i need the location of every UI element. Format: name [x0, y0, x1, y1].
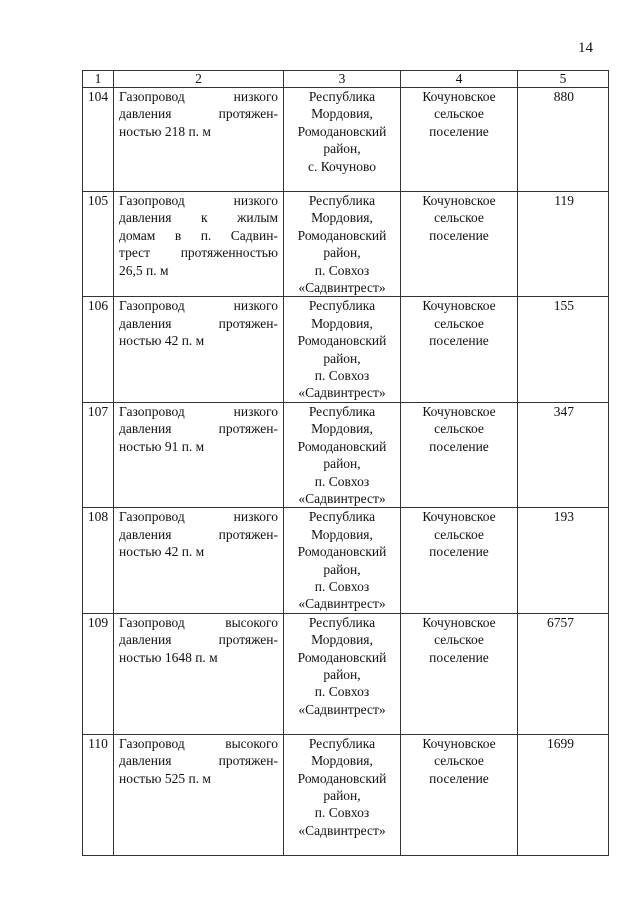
settlement-line: Кочуновское	[422, 89, 496, 104]
address-line: п. Совхоз	[314, 578, 370, 594]
address-line: «Садвинтрест»	[298, 280, 386, 296]
address-line: «Садвинтрест»	[298, 701, 386, 717]
object-name-line: давления к жилым	[119, 210, 278, 226]
object-name-line: трест протяженностью	[119, 245, 278, 261]
settlement	[401, 734, 518, 855]
object-address	[284, 88, 401, 192]
object-value: 347	[518, 402, 609, 507]
table-row	[83, 402, 609, 507]
settlement-line: Кочуновское	[422, 298, 496, 314]
settlement-line: Кочуновское	[422, 193, 496, 208]
settlement-line: сельское	[434, 421, 484, 437]
object-name-line: 26,5 п. м	[119, 262, 169, 278]
address-line: район,	[323, 787, 361, 803]
settlement-line: сельское	[434, 526, 484, 542]
object-value: 1699	[518, 734, 609, 855]
settlement-line: Кочуновское	[422, 509, 496, 525]
address-line: «Садвинтрест»	[298, 490, 386, 506]
object-name	[114, 734, 284, 855]
address-line: п. Совхоз	[314, 684, 370, 700]
object-address	[284, 297, 401, 402]
page-number: 14	[578, 40, 593, 56]
row-number: 108	[83, 508, 114, 613]
table-row	[83, 613, 609, 734]
column-header-5: 5	[518, 71, 609, 88]
address-line: Республика	[308, 89, 376, 104]
object-name	[114, 402, 284, 507]
table-row	[83, 192, 609, 297]
object-value: 880	[518, 88, 609, 192]
settlement-line: поселение	[429, 438, 489, 454]
object-value: 119	[518, 192, 609, 297]
object-name-line: давления протяжен-	[119, 421, 278, 437]
object-name	[114, 297, 284, 402]
assets-table	[82, 70, 609, 856]
address-line: п. Совхоз	[314, 368, 370, 384]
object-address	[284, 508, 401, 613]
address-line: район,	[323, 561, 361, 577]
settlement-line: Кочуновское	[422, 403, 496, 419]
object-name-line: давления протяжен-	[119, 753, 278, 769]
column-header-2: 2	[114, 71, 284, 88]
object-name-line: Газопровод низкого	[119, 193, 278, 208]
address-line: п. Совхоз	[314, 805, 370, 821]
object-name-line: ностью 42 п. м	[119, 333, 205, 349]
object-name	[114, 88, 284, 192]
settlement	[401, 613, 518, 734]
object-name	[114, 508, 284, 613]
settlement-line: сельское	[434, 106, 484, 122]
address-line: Республика	[308, 614, 376, 630]
object-name-line: ностью 91 п. м	[119, 438, 205, 454]
table-row	[83, 508, 609, 613]
settlement-line: сельское	[434, 753, 484, 769]
address-line: Республика	[308, 403, 376, 419]
row-number: 107	[83, 402, 114, 507]
object-name-line: ностью 1648 п. м	[119, 649, 218, 665]
object-value: 6757	[518, 613, 609, 734]
object-address	[284, 192, 401, 297]
object-name-line: ностью 218 п. м	[119, 123, 211, 139]
settlement-line: поселение	[429, 544, 489, 560]
settlement	[401, 402, 518, 507]
object-name-line: давления протяжен-	[119, 526, 278, 542]
address-line: «Садвинтрест»	[298, 596, 386, 612]
object-name-line: Газопровод высокого	[119, 614, 278, 630]
column-header-1: 1	[83, 71, 114, 88]
address-line: район,	[323, 350, 361, 366]
settlement-line: поселение	[429, 227, 489, 243]
address-line: п. Совхоз	[314, 473, 370, 489]
object-name-line: домам в п. Садвин-	[119, 227, 278, 243]
address-line: Мордовия,	[311, 315, 373, 331]
row-number: 105	[83, 192, 114, 297]
row-number: 109	[83, 613, 114, 734]
address-line: Республика	[308, 735, 376, 751]
address-line: Республика	[308, 509, 376, 525]
address-line: Мордовия,	[311, 526, 373, 542]
object-name-line: давления протяжен-	[119, 106, 278, 122]
row-number: 106	[83, 297, 114, 402]
address-line: Мордовия,	[311, 210, 373, 226]
object-name	[114, 613, 284, 734]
address-line: Ромодановский	[297, 438, 387, 454]
table-row	[83, 88, 609, 192]
object-name-line: ностью 525 п. м	[119, 770, 211, 786]
object-address	[284, 402, 401, 507]
address-line: Ромодановский	[297, 123, 387, 139]
table-row	[83, 297, 609, 402]
object-address	[284, 734, 401, 855]
settlement-line: сельское	[434, 632, 484, 648]
address-line: Республика	[308, 298, 376, 314]
object-name-line: Газопровод низкого	[119, 509, 278, 525]
object-name-line: давления протяжен-	[119, 315, 278, 331]
address-line: «Садвинтрест»	[298, 822, 386, 838]
object-name-line: давления протяжен-	[119, 632, 278, 648]
settlement-line: поселение	[429, 649, 489, 665]
row-number: 110	[83, 734, 114, 855]
settlement-line: поселение	[429, 123, 489, 139]
settlement	[401, 297, 518, 402]
address-line: Ромодановский	[297, 770, 387, 786]
address-line: с. Кочуново	[307, 158, 377, 174]
settlement-line: поселение	[429, 770, 489, 786]
table-row	[83, 734, 609, 855]
object-value: 193	[518, 508, 609, 613]
address-line: Ромодановский	[297, 544, 387, 560]
object-address	[284, 613, 401, 734]
settlement-line: Кочуновское	[422, 735, 496, 751]
object-name-line: Газопровод низкого	[119, 89, 278, 104]
settlement-line: поселение	[429, 333, 489, 349]
address-line: район,	[323, 141, 361, 157]
object-name-line: Газопровод низкого	[119, 403, 278, 419]
settlement	[401, 192, 518, 297]
address-line: район,	[323, 456, 361, 472]
object-name-line: Газопровод низкого	[119, 298, 278, 314]
address-line: Мордовия,	[311, 632, 373, 648]
address-line: «Садвинтрест»	[298, 385, 386, 401]
object-value: 155	[518, 297, 609, 402]
address-line: район,	[323, 666, 361, 682]
address-line: Мордовия,	[311, 106, 373, 122]
column-header-3: 3	[284, 71, 401, 88]
address-line: Ромодановский	[297, 227, 387, 243]
object-name-line: Газопровод высокого	[119, 735, 278, 751]
column-header-4: 4	[401, 71, 518, 88]
table-header-row	[83, 71, 609, 88]
object-name-line: ностью 42 п. м	[119, 544, 205, 560]
address-line: Мордовия,	[311, 753, 373, 769]
address-line: Ромодановский	[297, 649, 387, 665]
object-name	[114, 192, 284, 297]
settlement-line: Кочуновское	[422, 614, 496, 630]
settlement-line: сельское	[434, 315, 484, 331]
address-line: п. Совхоз	[314, 262, 370, 278]
address-line: Мордовия,	[311, 421, 373, 437]
row-number: 104	[83, 88, 114, 192]
settlement	[401, 508, 518, 613]
address-line: район,	[323, 245, 361, 261]
address-line: Республика	[308, 193, 376, 208]
address-line: Ромодановский	[297, 333, 387, 349]
settlement-line: сельское	[434, 210, 484, 226]
settlement	[401, 88, 518, 192]
